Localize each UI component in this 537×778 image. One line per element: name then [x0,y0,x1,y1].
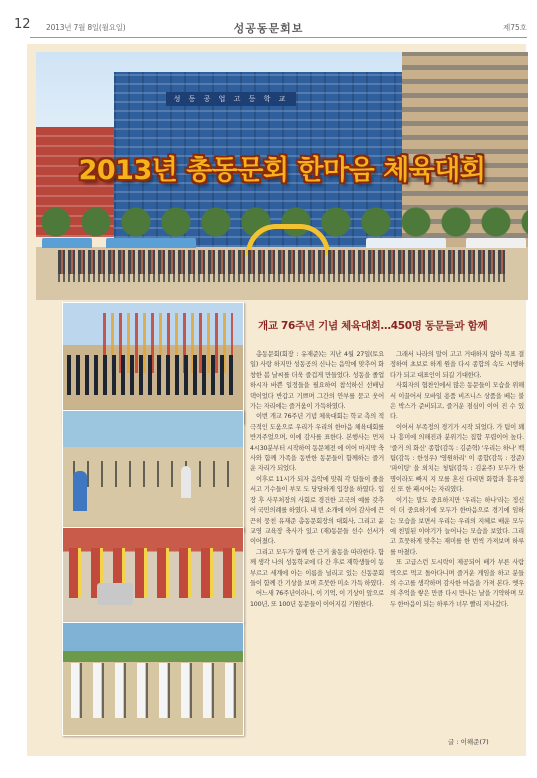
article-column-b [390,350,524,610]
paragraph: 이기는 말도 중요하지만 '우리는 하나'라는 정신이 더 중요하기에 모두가 한마음으로 경기에 임하는 모습을 보면서 우리는 우리의 지혜로 배운 모두에 친밀된 이야기가 늘어나는 모습을 보았다. 그리고 흐뭇하게 맞추는 재미를 한 번씩 가져보며 하루를 마쳤다. [390,496,524,556]
crowd [58,250,508,274]
paragraph: 사회자의 협찬인에서 많은 동문들이 모습을 위해서 이끌어서 모바일 용품 비즈니스 상품을 베는 불은 박스가 준비되고, 즐거운 점심이 이어 진 수 있다. [390,382,524,421]
performer-belts [71,663,236,718]
participants [67,355,237,395]
paragraph: 어느새 76주년이라니, 이 기억, 이 기상이 앞으로 100년, 또 100년 동문들이 이어지길 기원한다. [250,590,384,608]
tent [106,238,196,248]
paragraph: 그리고 모두가 함께 한 근거 율동을 따라한다. 함께 생각 나의 성동학교에 다 간 후로 재학생들이 동 부르고 세계에 아는 이름을 널리고 있는 신동문회들이 함께 간 기상을 보며 흐뭇한 미소 가득 하였다. [250,548,384,587]
building-sign: 성 동 공 업 고 등 학 교 [166,92,296,106]
tent [466,238,526,248]
crowd-legs [58,274,508,282]
paper-name: 성공동문회보 [233,22,304,35]
header-rule [30,37,527,38]
paragraph: 또 고급스런 도시락이 제공되어 배가 부른 사람 먹으로 먹고 돌아다니며 즐거운 게임을 하고 분들의 수고를 생각하며 감사한 마음을 가져 본다. 옛우의 추억을 쌓은 만큼 다시 만나는 날을 기약하며 모두 한마음이 되는 하루가 너무 빨리 지나갔다. [390,559,524,608]
tent [42,238,92,248]
paragraph: 이어서 부족정의 경기가 시작 되었다. 가 팀이 꽤나 흥미에 의해진과 분위기는 집합 무렵이어 높다. '즐거 의 화신' 종합(감독 : 김준혁) '우리는 하나' 백팀(감독 : 한성우) '영원하리' 이 종합(감독 : 장준) '파이팅' 을 외치는 청팀(감독 : 김윤주) 모두가 한 명이라도 빠지 지 모를 혼신 다리면 화합과 흥유정신 또 한 패시어는 자리였다. [390,423,524,494]
article-subtitle: 개교 76주년 기념 체육대회…450명 동문들과 함께 [258,320,488,332]
player [181,466,191,498]
page-header [0,0,537,38]
spectators [73,461,238,487]
hero-photo [36,52,528,300]
paragraph: 그래서 나라의 말이 고고 거대하지 않아 목표 결정하여 초보로 하게 원을 다시 종합의 속도 시행하다가 되고 대표인이 되길 기대한다. [390,351,524,379]
tent [366,238,446,248]
photo-opening-ceremony [62,302,244,424]
issue-number: 제75호 [502,23,527,32]
volunteers [69,548,237,598]
paragraph: 이번 개교 76주년 기념 체육대회는 학교 측의 적극적인 도움으로 우리가 우리의 한마음 체육대회를 반겨주었으며, 이에 감사를 표한다. 본행사는 먼저 4시30분부터 시작하여 동문체전 에 이어 마지막 축사와 함께 가족을 동반한 동문들이 함께하는 즐거운 자리가 되었다. [250,413,385,473]
byline: 글 : 이해준(7) [448,738,489,746]
player [73,471,87,511]
photo-food-tent [62,527,244,623]
cooking-pot [97,583,133,605]
page-number: 12 [14,17,31,32]
article-column-a [250,350,384,610]
issue-date: 2013년 7월 8일(월요일) [46,23,126,32]
paragraph: 총동문회(회장 : 유재준)는 지난 4월 27일(토요일) 사랑 하지만 성동공의 신나는 음악에 맞추어 화창한 봄 날씨를 더욱 즐겁게 만들었다. 성동을 졸업하시자 바쁜 일정들을 필요하여 참석하신 선배님 댁이었다 반갑고 기쁘며 그간의 안부를 묻고 웃어가는 자리에는 즐거움이 가득하였다. [250,351,384,411]
photo-field-game [62,410,244,532]
paragraph: 이후로 11시가 되자 음악에 맞춰 각 팀들이 줄을 서고 기수들이 부모 도 당당하게 입장을 하였다. 입장 후 사무처장의 사회로 경건한 고국의 예를 갖추어 국민의례를 하였다. 내 빈 소개에 이어 감사에 끈끈히 뭉친 유재준 총동문회장의 대회사, 그리고 윤교영 교육장 축사가 있고 (재)동문들 선수 선서가 이어졌다. [250,475,384,546]
event-title: 2013년 총동문회 한마음 체육대회 [78,155,486,186]
photo-taekwondo-demo [62,622,244,736]
